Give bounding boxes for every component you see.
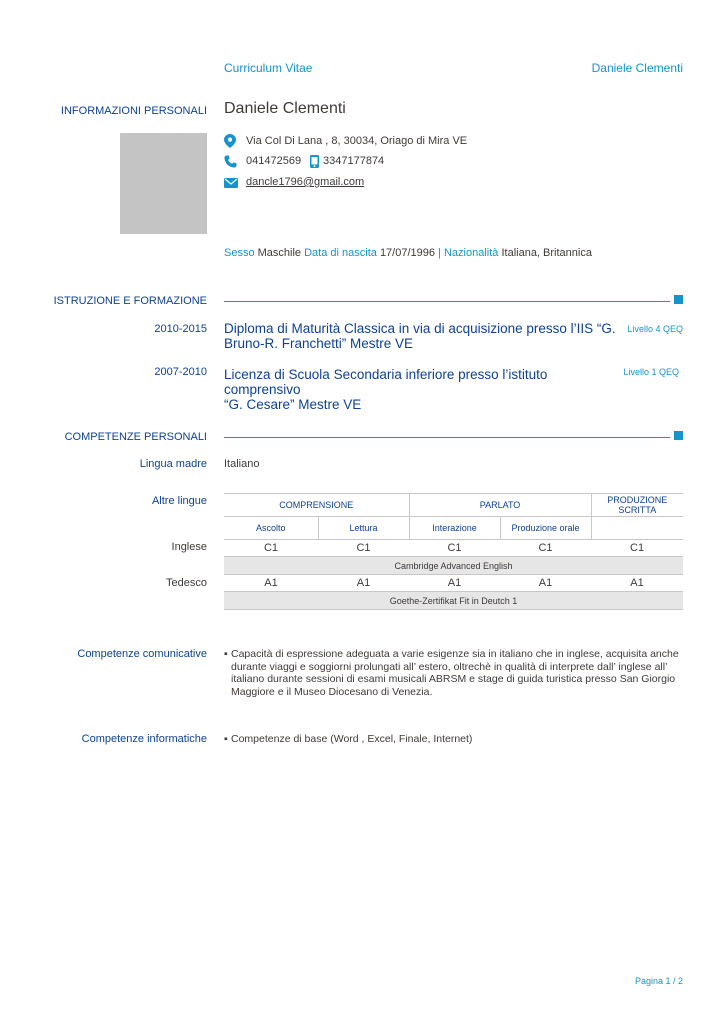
education-title-line: Licenza di Scuola Secondaria inferiore presso l’istituto comprensivo (224, 367, 548, 397)
level-cell: C1 (538, 542, 553, 554)
communication-text (231, 648, 691, 698)
header-reading: Lettura (318, 517, 409, 540)
address: Via Col Di Lana , 8, 30034, Oriago di Mira VE (246, 135, 468, 147)
header-left: Curriculum Vitae (224, 61, 313, 75)
certificate-row (224, 592, 683, 610)
education-level: Livello 1 QEQ (623, 367, 679, 377)
section-marker (674, 295, 683, 304)
mother-tongue-label: Lingua madre (139, 458, 207, 470)
communication-line: Maggiore e il Museo Diocesano di Venezia. (231, 685, 433, 698)
header-right: Daniele Clementi (591, 61, 683, 75)
bullet: ▪ (224, 648, 228, 660)
computer-skills-label: Competenze informatiche (81, 733, 207, 745)
level-cell: C1 (356, 542, 371, 554)
table-row (224, 540, 683, 557)
table-row (224, 575, 683, 592)
header-empty (591, 517, 683, 540)
education-title (224, 321, 624, 351)
section-personal: INFORMAZIONI PERSONALI (60, 105, 207, 117)
header-production: Produzione orale (500, 517, 591, 540)
computer-skills-text: Competenze di base (Word , Excel, Finale, Internet) (231, 733, 473, 745)
level-cell: A1 (538, 577, 553, 589)
personal-details (224, 247, 592, 259)
header-speaking: PARLATO (409, 494, 591, 517)
section-skills: COMPETENZE PERSONALI (64, 431, 207, 443)
certificate-cell: Goethe-Zertifikat Fit in Deutch 1 (224, 592, 683, 610)
communication-line: italiano durante sessioni di esami musicali ABRSM e stage di guida turistica presso San Giorgio (231, 673, 676, 685)
certificate-cell: Cambridge Advanced English (224, 557, 683, 575)
section-rule (224, 301, 670, 302)
sex-label: Sesso (224, 247, 255, 259)
level-cell: A1 (356, 577, 371, 589)
level-cell: A1 (630, 577, 644, 589)
education-years: 2007-2010 (154, 366, 207, 378)
mobile-number: 3347177874 (323, 155, 385, 167)
header-comprehension: COMPRENSIONE (224, 494, 409, 517)
language-name: Tedesco (166, 577, 207, 589)
nationality-label: Nazionalità (443, 247, 499, 259)
communication-line: Capacità di espressione adeguata a varie esigenze sia in italiano che in inglese, acquisita anche (231, 648, 679, 660)
level-cell: A1 (447, 577, 462, 589)
section-rule (224, 437, 670, 438)
education-title-line: Diploma di Maturità Classica in via di acquisizione presso l’IIS “G. (224, 321, 616, 336)
section-education: ISTRUZIONE E FORMAZIONE (53, 295, 207, 307)
language-name: Inglese (171, 541, 207, 553)
separator: | (438, 247, 441, 259)
bullet: ▪ (224, 733, 228, 745)
level-cell: A1 (264, 577, 278, 589)
level-cell: C1 (447, 542, 462, 554)
nationality-value: Italiana, Britannica (501, 247, 592, 259)
communication-label: Competenze comunicative (77, 648, 207, 660)
section-marker (674, 431, 683, 440)
level-cell: C1 (630, 542, 645, 554)
education-title (224, 367, 624, 412)
header-interaction: Interazione (409, 517, 500, 540)
sex-value: Maschile (257, 247, 302, 259)
mobile-icon (310, 155, 319, 168)
language-table (224, 493, 683, 610)
birth-label: Data di nascita (304, 247, 377, 259)
birth-value: 17/07/1996 (379, 247, 435, 259)
header-listening: Ascolto (224, 517, 318, 540)
education-years: 2010-2015 (154, 323, 207, 335)
email-link[interactable]: dancle1796@gmail.com (246, 176, 365, 188)
education-level: Livello 4 QEQ (627, 324, 683, 334)
communication-line: durante viaggi e soggiorni prolungati all’ estero, oltrechè in qualità di interprete dall’ inglese all’ (231, 660, 668, 673)
education-title-line: “G. Cesare” Mestre VE (224, 397, 362, 412)
education-title-line: Bruno-R. Franchetti” Mestre VE (224, 336, 414, 351)
certificate-row (224, 557, 683, 575)
photo-placeholder (120, 133, 207, 234)
phone-icon (224, 155, 237, 168)
other-languages-label: Altre lingue (151, 495, 207, 507)
mother-tongue-value: Italiano (224, 458, 260, 470)
email-icon (224, 178, 238, 188)
page-number: Pagina 1 / 2 (634, 976, 683, 986)
header-writing: PRODUZIONE SCRITTA (607, 495, 668, 515)
location-pin-icon (224, 134, 236, 148)
phone-number: 041472569 (246, 155, 302, 167)
person-name: Daniele Clementi (224, 100, 346, 117)
level-cell: C1 (263, 542, 279, 554)
